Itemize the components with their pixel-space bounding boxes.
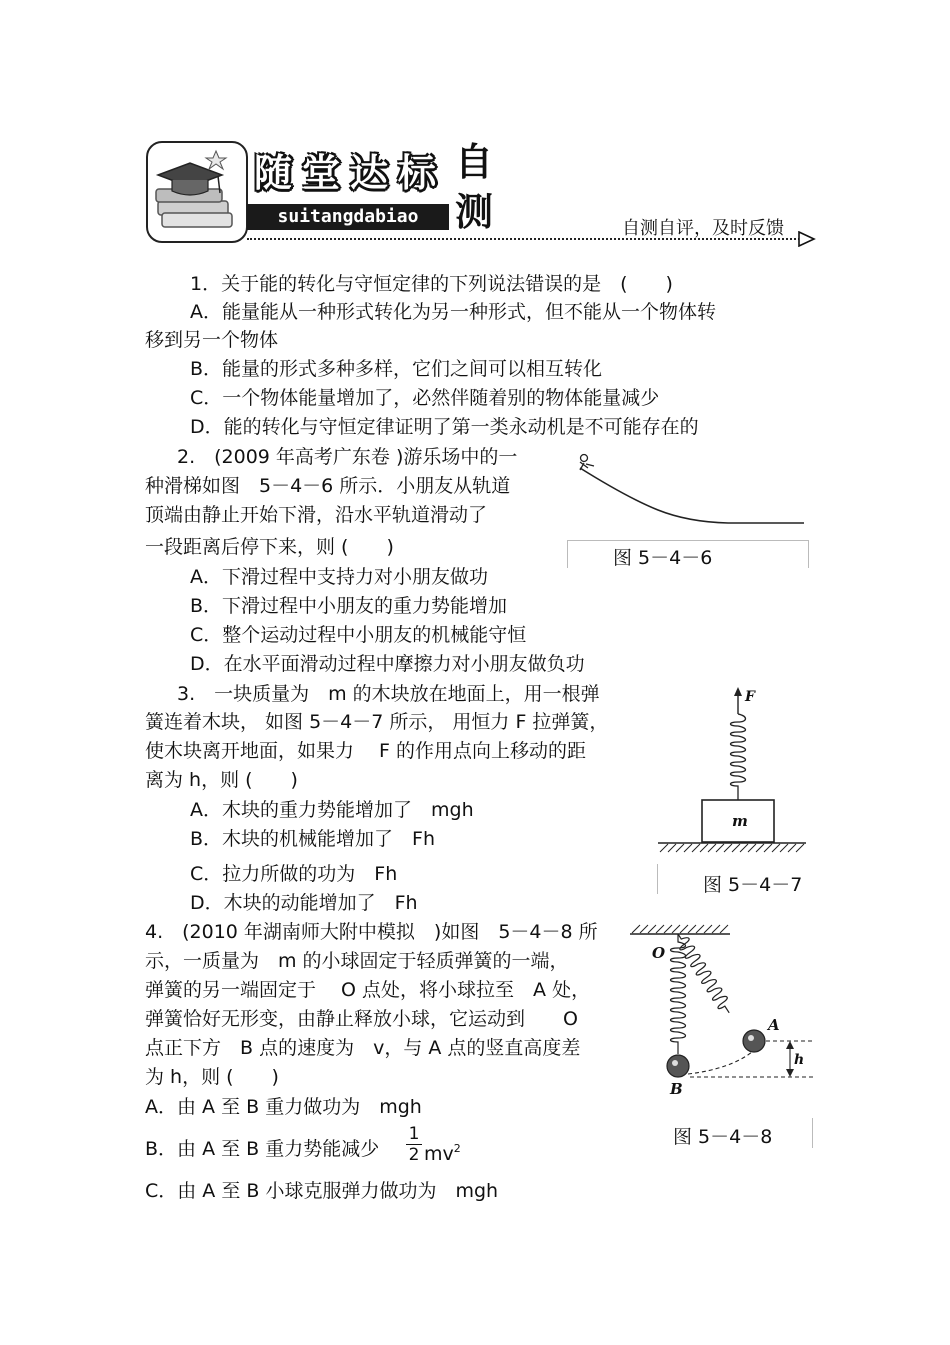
q3-option-a: A．木块的重力势能增加了 mgh — [190, 799, 474, 821]
header-title-char: 随 — [253, 151, 292, 195]
figure-frame-line — [812, 1118, 813, 1148]
figure-frame-line — [567, 540, 809, 541]
slide-figure — [568, 448, 810, 536]
q2-stem-line: 种滑梯如图 5－4－6 所示．小朋友从轨道 — [145, 475, 511, 497]
header-title — [250, 150, 450, 200]
q2-stem-line: 一段距离后停下来，则 ( ) — [145, 536, 394, 558]
q3-stem-line: 簧连着木块， 如图 5－4－7 所示， 用恒力 F 拉弹簧， — [145, 711, 609, 733]
q4-option-b — [145, 1138, 379, 1160]
q1-option-b: B．能量的形式多种多样，它们之间可以相互转化 — [190, 358, 603, 380]
fraction-denominator: 2 — [408, 1145, 420, 1165]
header-dotted-rule — [247, 238, 800, 240]
q4-stem-line: 弹簧的另一端固定于 O 点处，将小球拉至 A 处， — [145, 979, 591, 1001]
figure-frame-line — [808, 540, 809, 568]
header-side-char: 测 — [455, 190, 494, 234]
q1-option-a: A．能量能从一种形式转化为另一种形式，但不能从一个物体转 — [190, 301, 716, 323]
header-badge — [146, 141, 248, 243]
q1-option-c: C．一个物体能量增加了，必然伴随着别的物体能量减少 — [190, 387, 660, 409]
point-b-label: B — [670, 1080, 683, 1098]
graduation-cap-books-icon — [148, 143, 246, 241]
q3-stem-line: 使木块离开地面，如果力 F 的作用点向上移动的距 — [145, 740, 587, 762]
q3-option-d: D．木块的动能增加了 Fh — [190, 892, 418, 914]
q4-option-a: A．由 A 至 B 重力做功为 mgh — [145, 1096, 422, 1118]
force-label: F — [745, 689, 755, 705]
header-tagline: 自测自评，及时反馈 — [622, 218, 784, 239]
q4-stem-line: 弹簧恰好无形变，由静止释放小球，它运动到 O — [145, 1008, 578, 1030]
q2-option-a: A．下滑过程中支持力对小朋友做功 — [190, 566, 488, 588]
q2-stem-line: 顶端由静止开始下滑，沿水平轨道滑动了 — [145, 504, 488, 526]
height-label: h — [794, 1052, 805, 1068]
q4-option-b-unit — [424, 1138, 461, 1165]
figure-frame-line — [567, 540, 568, 568]
header-title-char: 达 — [349, 151, 388, 195]
fraction-numerator: 1 — [408, 1124, 420, 1144]
q4-stem-line: 示，一质量为 m 的小球固定于轻质弹簧的一端， — [145, 950, 569, 972]
q2-option-b: B．下滑过程中小朋友的重力势能增加 — [190, 595, 508, 617]
point-a-label: A — [768, 1016, 780, 1034]
q1-stem: 1．关于能的转化与守恒定律的下列说法错误的是 ( ) — [190, 273, 673, 295]
header-title-char: 堂 — [301, 151, 340, 195]
fraction — [406, 1124, 422, 1165]
q4-stem-line: 4. (2010 年湖南师大附中模拟 )如图 5－4－8 所 — [145, 921, 598, 943]
q1-option-a-cont: 移到另一个物体 — [145, 329, 279, 351]
figure-caption: 图 5－4－8 — [673, 1126, 773, 1148]
q4-stem-line: 为 h，则 ( ) — [145, 1066, 279, 1088]
q2-option-d: D．在水平面滑动过程中摩擦力对小朋友做负功 — [190, 653, 585, 675]
figure-caption: 图 5－4－7 — [703, 874, 803, 896]
q4-option-c: C．由 A 至 B 小球克服弹力做功为 mgh — [145, 1180, 499, 1202]
q3-stem-line: 离为 h，则 ( ) — [145, 769, 298, 791]
arrow-right-icon — [798, 231, 816, 247]
figure-frame-line — [657, 864, 658, 894]
point-o-label: O — [652, 944, 666, 962]
figure-caption: 图 5－4－6 — [613, 547, 713, 569]
q1-option-d: D．能的转化与守恒定律证明了第一类永动机是不可能存在的 — [190, 416, 699, 438]
header-title-char: 标 — [397, 151, 436, 195]
q2-option-c: C．整个运动过程中小朋友的机械能守恒 — [190, 624, 527, 646]
header-side-char: 自 — [455, 140, 494, 184]
q4-stem-line: 点正下方 B 点的速度为 v，与 A 点的竖直高度差 — [145, 1037, 581, 1059]
exponent: 2 — [453, 1142, 461, 1155]
q3-option-b: B．木块的机械能增加了 Fh — [190, 828, 436, 850]
q3-stem-line: 3. 一块质量为 m 的木块放在地面上，用一根弹 — [177, 683, 600, 705]
spring-block-figure — [656, 686, 812, 858]
velocity-term: mv — [424, 1143, 454, 1165]
q2-stem-line: 2. (2009 年高考广东卷 )游乐场中的一 — [177, 446, 518, 468]
q4-option-b-text: B．由 A 至 B 重力势能减少 — [145, 1138, 380, 1160]
header-pinyin: suitangdabiao — [247, 204, 449, 230]
q3-option-c: C．拉力所做的功为 Fh — [190, 863, 398, 885]
spring-pendulum-figure — [630, 924, 816, 1100]
mass-label: m — [732, 812, 748, 830]
